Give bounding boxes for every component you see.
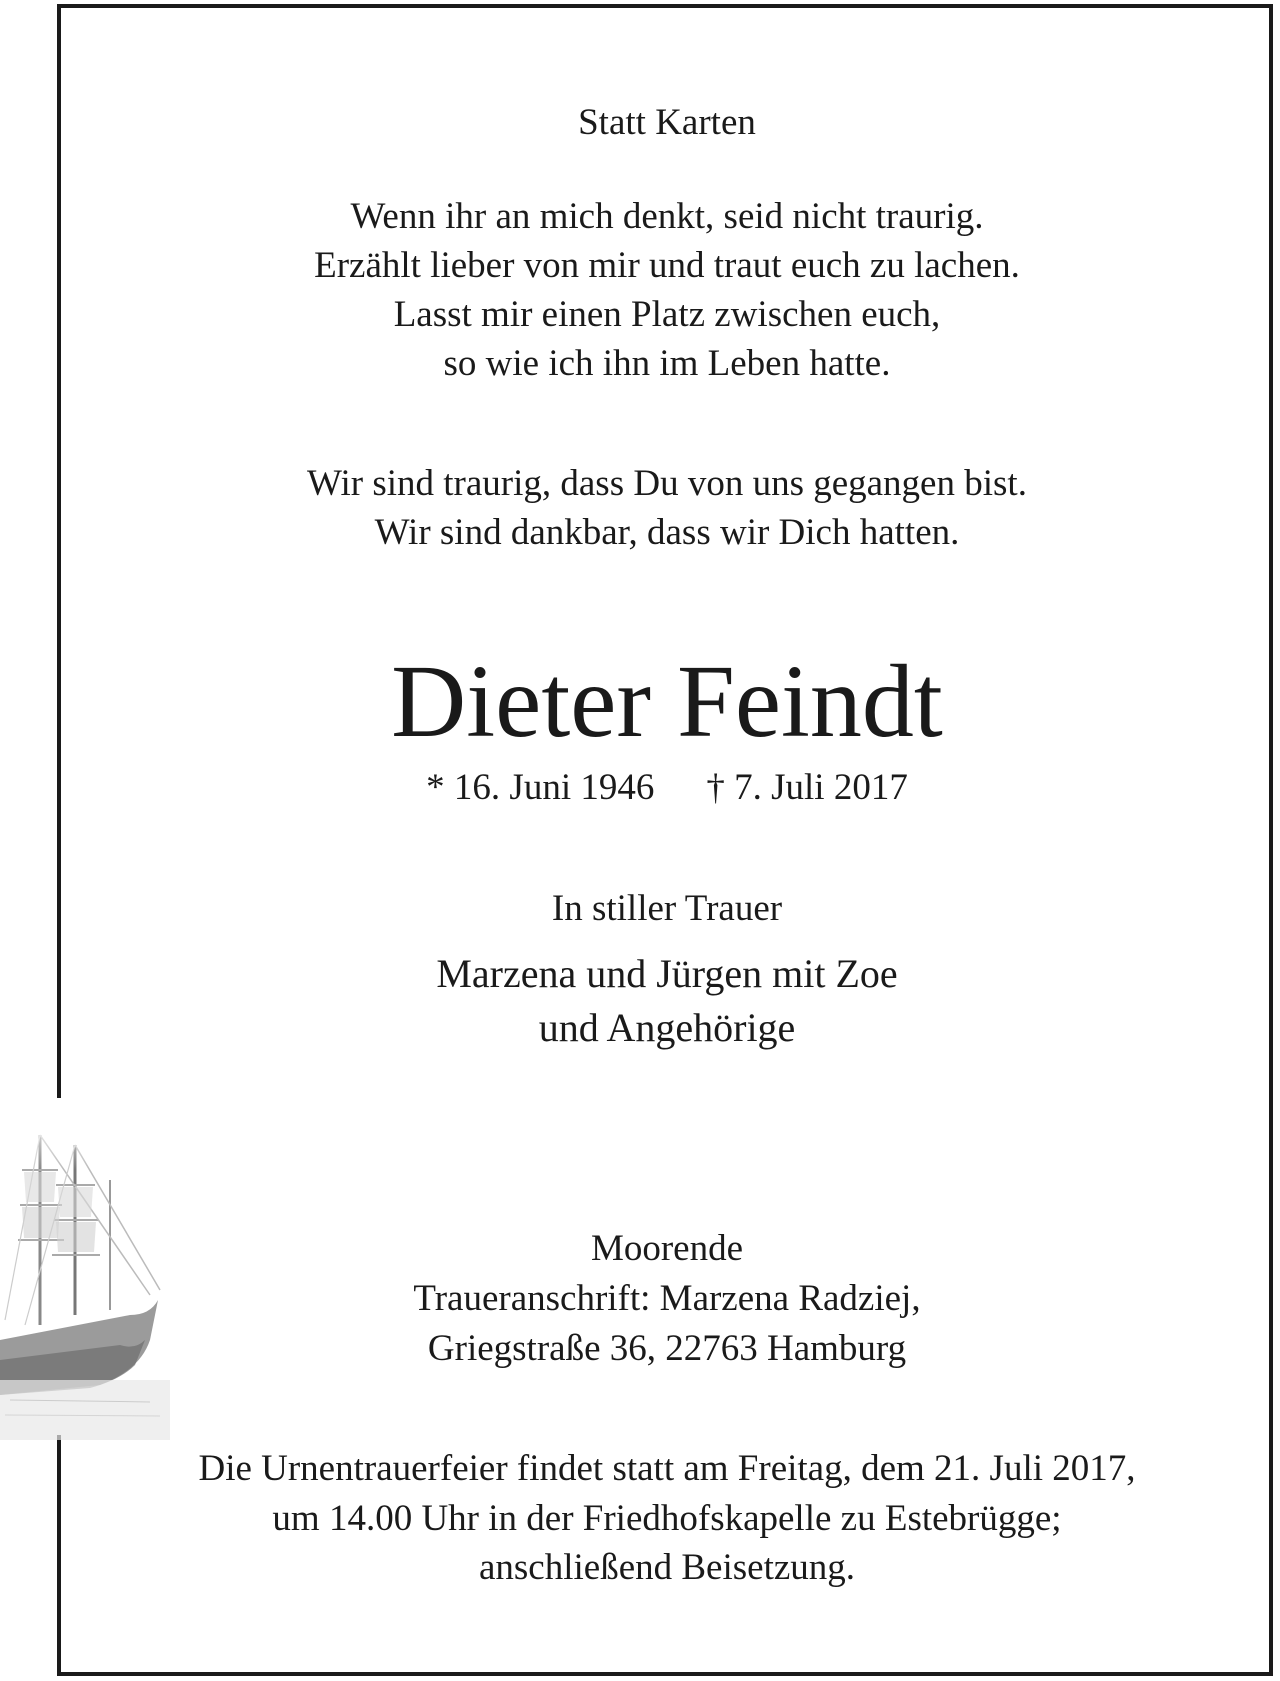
birth-date: * 16. Juni 1946	[426, 767, 655, 808]
notice-header: Statt Karten	[578, 102, 756, 143]
sailing-ship-icon	[0, 1110, 170, 1440]
frame-left-border-top	[57, 4, 61, 1098]
poem-line: Lasst mir einen Platz zwischen euch,	[393, 294, 941, 335]
address-line: Traueranschrift: Marzena Radziej,	[413, 1278, 921, 1319]
poem-line: Erzählt lieber von mir und traut euch zu lachen.	[314, 245, 1020, 286]
address-line: Moorende	[590, 1228, 744, 1269]
life-dates	[0, 769, 1280, 806]
mourning-intro: In stiller Trauer	[551, 888, 783, 929]
poem-line: so wie ich ihn im Leben hatte.	[443, 343, 891, 384]
mourner-line: und Angehörige	[538, 1005, 796, 1050]
ceremony-line: anschließend Beisetzung.	[478, 1547, 856, 1588]
verse-line: Wir sind dankbar, dass wir Dich hatten.	[374, 512, 960, 553]
death-date: † 7. Juli 2017	[706, 767, 908, 808]
poem-line: Wenn ihr an mich denkt, seid nicht traurig.	[350, 196, 984, 237]
ceremony-line: Die Urnentrauerfeier findet statt am Freitag, dem 21. Juli 2017,	[198, 1448, 1136, 1489]
address-line: Griegstraße 36, 22763 Hamburg	[427, 1328, 907, 1369]
mourner-line: Marzena und Jürgen mit Zoe	[436, 951, 898, 996]
deceased-name: Dieter Feindt	[391, 644, 943, 759]
verse-line: Wir sind traurig, dass Du von uns gegangen bist.	[307, 463, 1027, 504]
ceremony-line: um 14.00 Uhr in der Friedhofskapelle zu Estebrügge;	[272, 1498, 1062, 1539]
